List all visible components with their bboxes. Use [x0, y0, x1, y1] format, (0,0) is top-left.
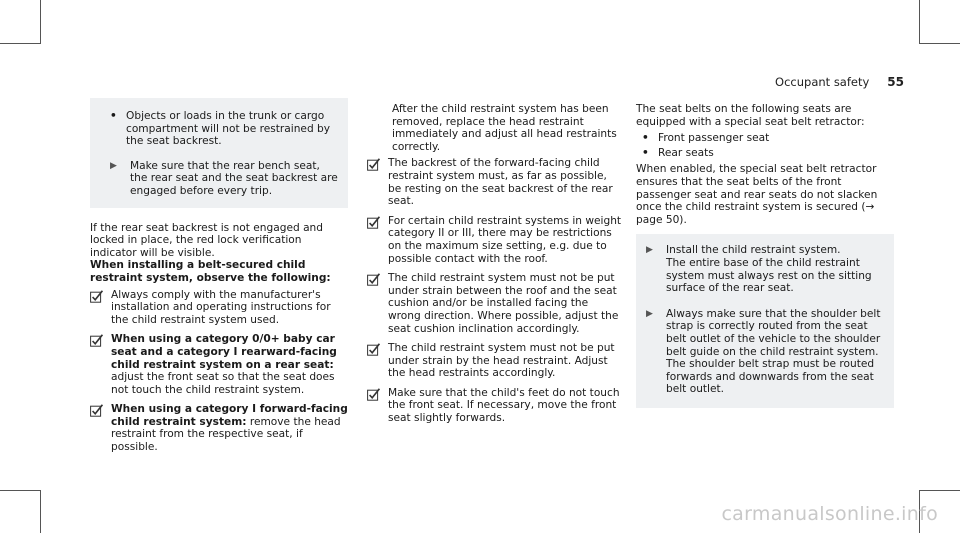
- bullet-icon: •: [110, 110, 117, 122]
- checkbox-icon: [367, 158, 380, 171]
- info-box: [90, 98, 348, 208]
- checkbox-icon: [90, 334, 103, 347]
- list-item: • Objects or loads in the trunk or cargo compartment will not be restrained by the seat backrest.: [110, 110, 331, 148]
- checkbox-icon: [367, 273, 380, 286]
- section-heading: When installing a belt-secured child restraint system, observe the following:: [90, 259, 331, 284]
- page-number: 55: [887, 75, 904, 89]
- checklist-item: When using a category 0/0+ baby car seat and a category I rearward-facing child restraint system on a rear seat: adjust the front seat so that the seat does not touch the child restraint system.: [90, 333, 348, 396]
- page-header: [775, 75, 904, 89]
- crop-mark: [40, 0, 41, 44]
- checklist: [367, 157, 622, 424]
- checklist-item: For certain child restraint systems in weight category II or III, there may be restrictions on the maximum size setting, e.g. due to possible contact with the roof.: [367, 215, 622, 265]
- step-arrow-icon: ▶: [646, 308, 653, 319]
- crop-mark: [0, 490, 41, 491]
- bullet-icon: •: [642, 146, 649, 159]
- instruction-step: ▶ Make sure that the rear bench seat, the rear seat and the seat backrest are engaged before every trip.: [110, 159, 338, 197]
- list-item: • Front passenger seat: [642, 132, 770, 145]
- crop-mark: [919, 0, 920, 44]
- paragraph: The seat belts on the following seats are equipped with a special seat belt retractor:: [636, 103, 865, 128]
- step-arrow-icon: ▶: [110, 160, 117, 171]
- crop-mark: [919, 490, 960, 491]
- checkbox-icon: [367, 343, 380, 356]
- paragraph: When enabled, the special seat belt retractor ensures that the seat belts of the front passenger seat and rear seats do not slacken once the child restraint system is secured (→ page 50).: [636, 163, 878, 226]
- checklist-item: Always comply with the manufacturer's installation and operating instructions for the child restraint system used.: [90, 289, 348, 327]
- checkbox-icon: [90, 290, 103, 303]
- checklist-item: The child restraint system must not be put under strain between the roof and the seat cushion and/or be installed facing the wrong direction. Where possible, adjust the seat cushion inclination accordingly.: [367, 272, 622, 335]
- crop-mark: [40, 490, 41, 533]
- step-arrow-icon: ▶: [646, 245, 653, 256]
- column-2: [367, 103, 622, 432]
- instruction-step: ▶ Install the child restraint system. The entire base of the child restraint system must always rest on the sitting surface of the rear seat.: [646, 244, 872, 295]
- instruction-step: ▶ Always make sure that the shoulder belt strap is correctly routed from the seat belt outlet of the vehicle to the shoulder belt guide on the child restraint system. The shoulder belt strap must be routed forwards and downwards from the seat belt outlet.: [646, 307, 881, 396]
- bullet-icon: •: [642, 132, 649, 145]
- watermark: carmanualsonline.info: [721, 503, 938, 525]
- info-box: [636, 234, 894, 408]
- list-item: • Rear seats: [642, 146, 714, 159]
- checkbox-icon: [367, 216, 380, 229]
- checklist-item: When using a category I forward-facing child restraint system: remove the head restraint from the respective seat, if possible.: [90, 403, 348, 453]
- checkbox-icon: [367, 388, 380, 401]
- column-1: [90, 98, 348, 461]
- section-title: Occupant safety: [775, 75, 870, 89]
- checklist: [90, 289, 348, 454]
- checklist-item: The child restraint system must not be put under strain by the head restraint. Adjust the head restraints accordingly.: [367, 342, 622, 380]
- crop-mark: [0, 43, 41, 44]
- paragraph: After the child restraint system has been removed, replace the head restraint immediately and adjust all head restraints correctly.: [392, 103, 617, 153]
- column-3: [636, 103, 894, 408]
- checklist-item: Make sure that the child's feet do not touch the front seat. If necessary, move the front seat slightly forwards.: [367, 387, 622, 425]
- checkbox-icon: [90, 404, 103, 417]
- paragraph: If the rear seat backrest is not engaged and locked in place, the red lock verification indicator will be visible.: [90, 221, 323, 259]
- crop-mark: [919, 43, 960, 44]
- checklist-item: The backrest of the forward-facing child restraint system must, as far as possible, be resting on the seat backrest of the rear seat.: [367, 157, 622, 207]
